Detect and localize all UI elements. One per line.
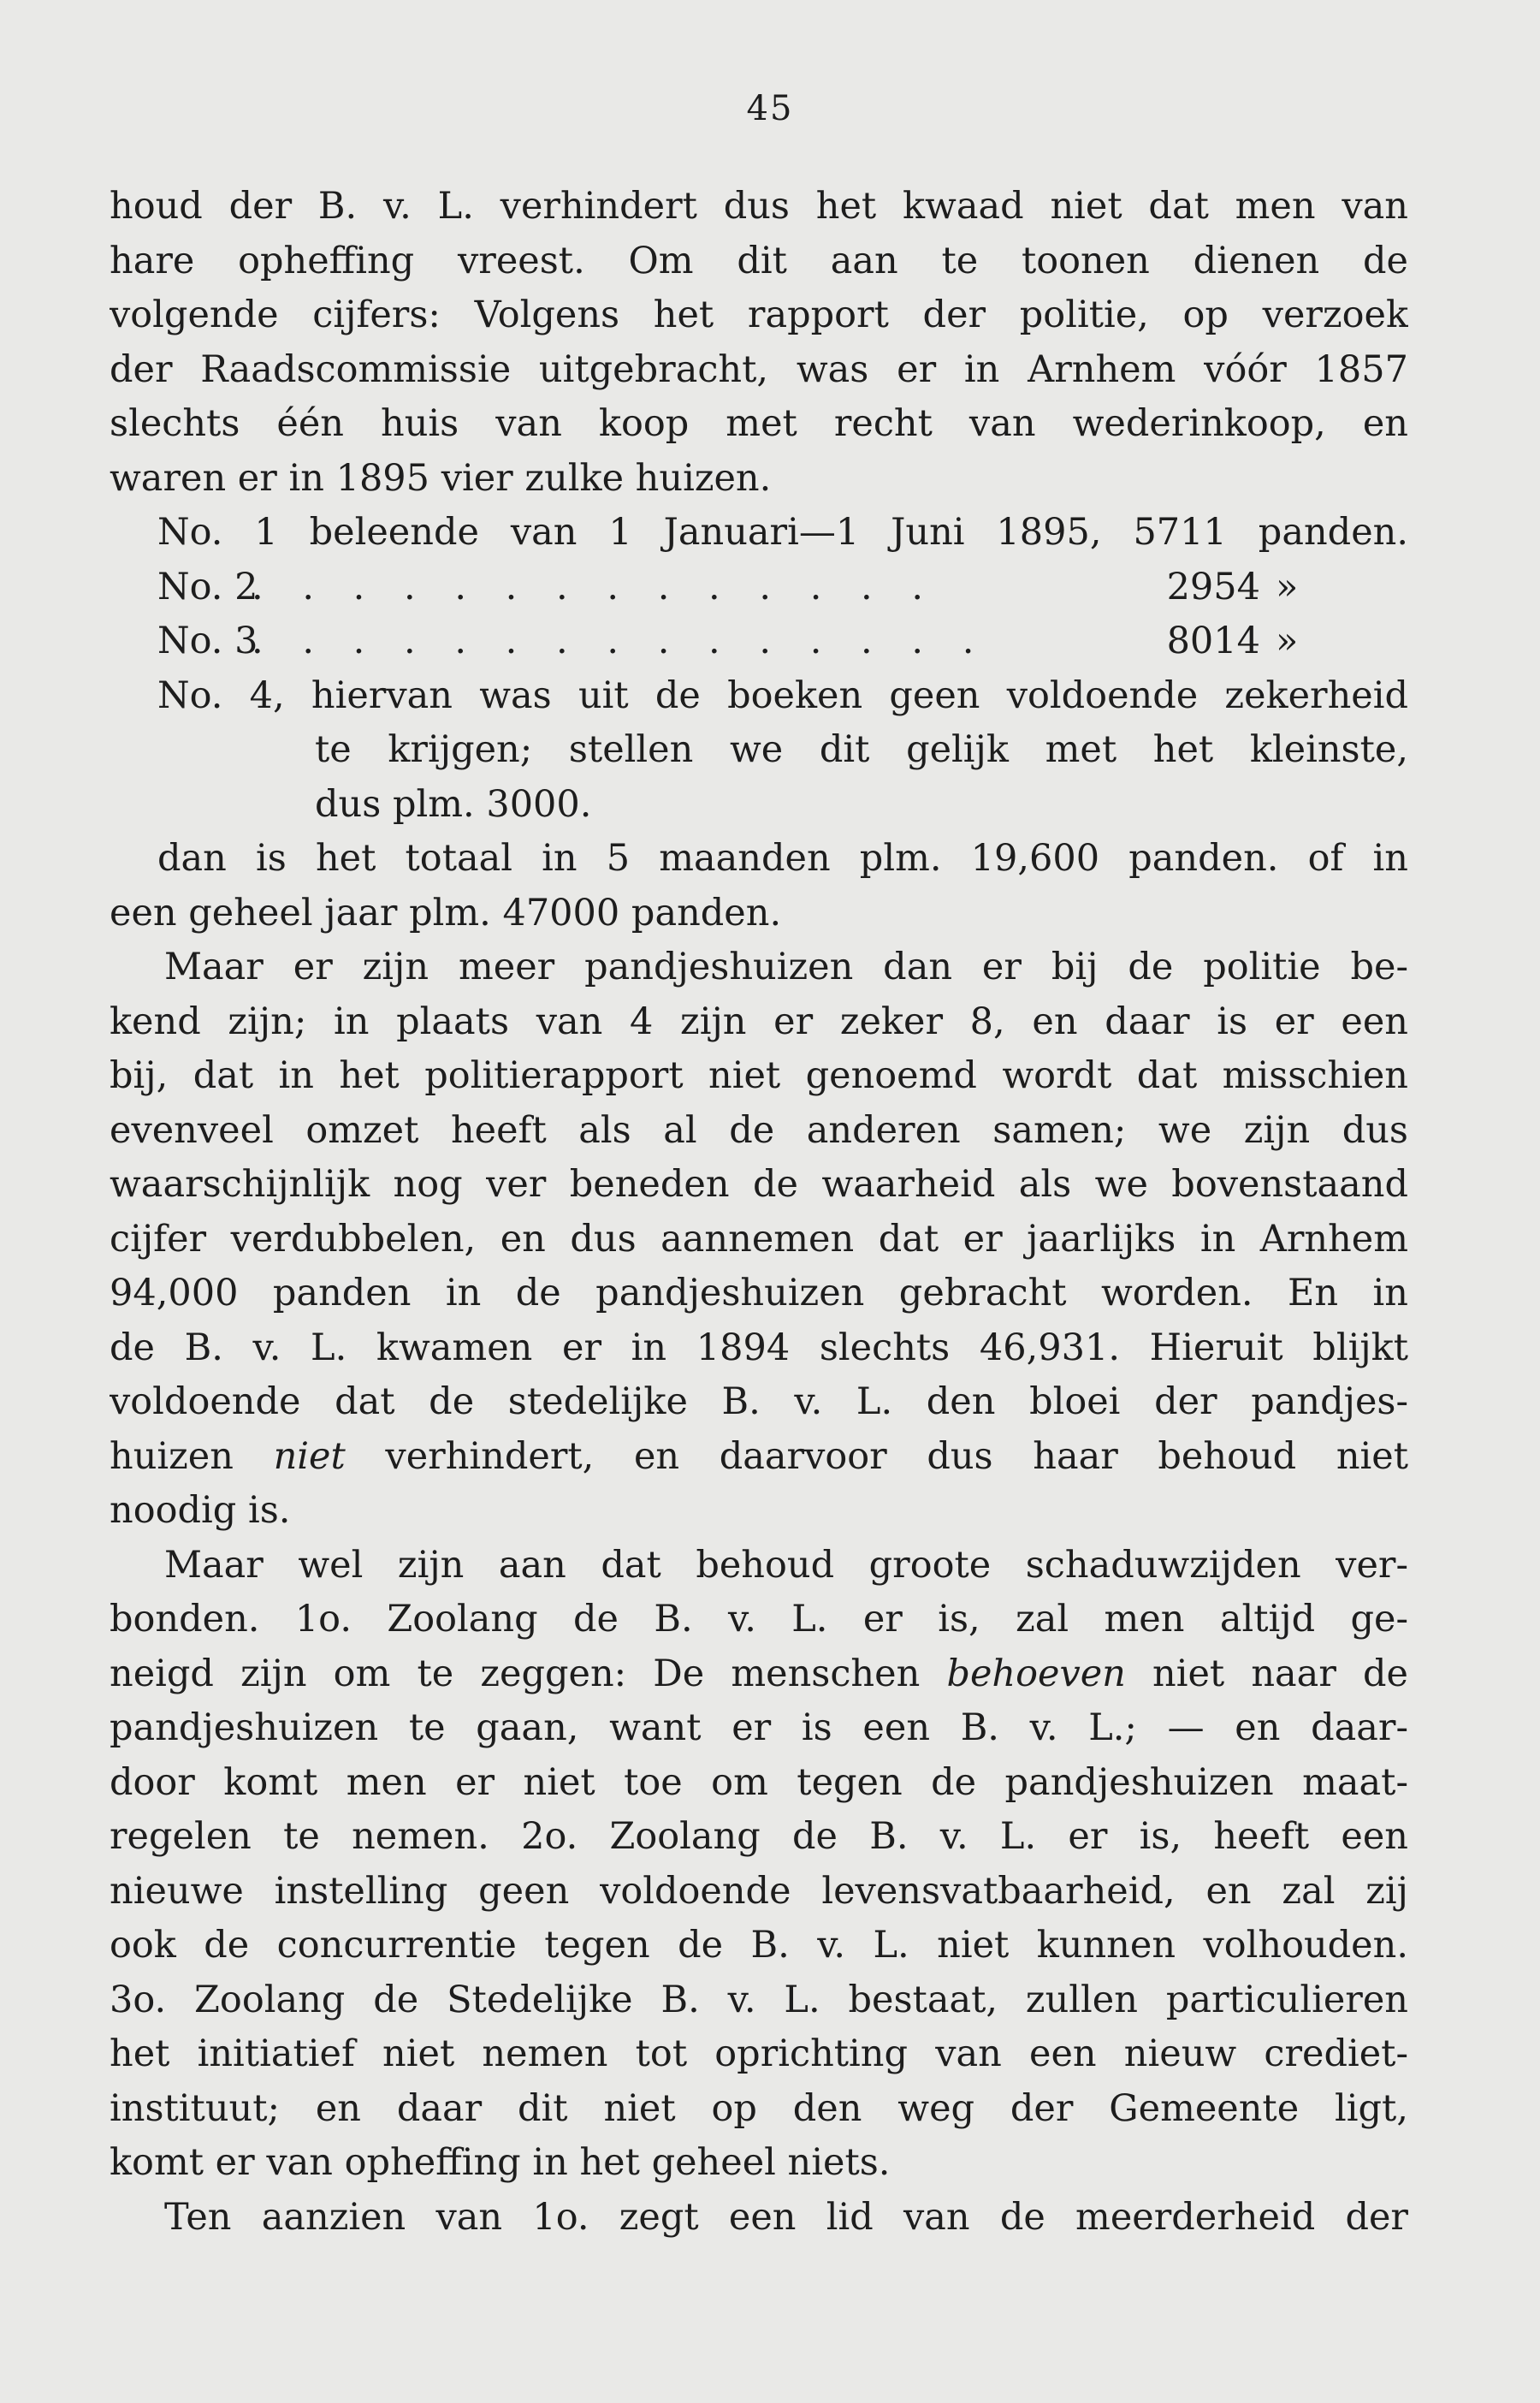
text-line: waren er in 1895 vier zulke huizen. bbox=[110, 456, 772, 500]
text-line: waarschijnlijk nog ver beneden de waarheid als we bovenstaand bbox=[110, 1163, 1408, 1206]
text-line: regelen te nemen. 2o. Zoolang de B. v. L. er is, heeft een bbox=[110, 1815, 1408, 1858]
text-segment: verhindert, en daarvoor dus haar behoud niet bbox=[385, 1434, 1408, 1478]
dot-leader: . . . . . . . . . . . . . . . bbox=[252, 620, 988, 662]
text-line: noodig is. bbox=[110, 1489, 291, 1532]
text-line: ook de concurrentie tegen de B. v. L. niet kunnen volhouden. bbox=[110, 1924, 1408, 1967]
text-line: volgende cijfers: Volgens het rapport der politie, op verzoek bbox=[110, 294, 1408, 336]
text-line: hare opheffing vreest. Om dit aan te toonen dienen de bbox=[110, 239, 1408, 282]
text-line: slechts één huis van koop met recht van wederinkoop, en bbox=[110, 402, 1408, 445]
text-line: Ten aanzien van 1o. zegt een lid van de meerderheid der bbox=[164, 2195, 1408, 2239]
text-line: cijfer verdubbelen, en dus aannemen dat er jaarlijks in Arnhem bbox=[110, 1217, 1408, 1261]
row-label: No. 2 bbox=[157, 565, 258, 608]
text-line: Maar er zijn meer pandjeshuizen dan er bij de politie be- bbox=[164, 946, 1408, 988]
text-line: der Raadscommissie uitgebracht, was er in Arnhem vóór 1857 bbox=[110, 347, 1408, 391]
text-line bbox=[110, 1647, 1408, 1702]
text-line: nieuwe instelling geen voldoende levensvatbaarheid, en zal zij bbox=[110, 1869, 1408, 1913]
list-row-2 bbox=[110, 561, 1408, 615]
text-line: 3o. Zoolang de Stedelijke B. v. L. bestaat, zullen particulieren bbox=[110, 1978, 1408, 2021]
list-row-3 bbox=[110, 614, 1408, 669]
text-line: de B. v. L. kwamen er in 1894 slechts 46,931. Hieruit blijkt bbox=[110, 1326, 1408, 1369]
text-line: bij, dat in het politierapport niet genoemd wordt dat misschien bbox=[110, 1054, 1408, 1097]
row-value: 2954 bbox=[1166, 565, 1260, 608]
text-line: te krijgen; stellen we dit gelijk met het kleinste, bbox=[315, 728, 1408, 771]
page-number: 45 bbox=[746, 89, 794, 128]
row-value: 8014 bbox=[1166, 620, 1260, 662]
text-line: instituut; en daar dit niet op den weg der Gemeente ligt, bbox=[110, 2086, 1408, 2130]
text-line: dus plm. 3000. bbox=[315, 782, 592, 826]
body-text bbox=[110, 180, 1408, 2245]
ditto-mark: » bbox=[1276, 620, 1299, 662]
italic-word: niet bbox=[273, 1434, 346, 1478]
text-line: voldoende dat de stedelijke B. v. L. den bloei der pandjes- bbox=[110, 1380, 1408, 1423]
text-line: een geheel jaar plm. 47000 panden. bbox=[110, 891, 782, 934]
text-line: pandjeshuizen te gaan, want er is een B. v. L.; — en daar- bbox=[110, 1706, 1408, 1749]
text-segment: niet naar de bbox=[1152, 1652, 1408, 1695]
row-label: No. 3 bbox=[157, 620, 258, 662]
ditto-mark: » bbox=[1276, 565, 1299, 608]
text-line: komt er van opheffing in het geheel niets. bbox=[110, 2141, 891, 2184]
text-line: 94,000 panden in de pandjeshuizen gebracht worden. En in bbox=[110, 1272, 1408, 1314]
list-row-4: No. 4, hiervan was uit de boeken geen voldoende zekerheid bbox=[157, 673, 1408, 717]
text-line: door komt men er niet toe om tegen de pandjeshuizen maat- bbox=[110, 1760, 1408, 1804]
text-line bbox=[110, 1430, 1408, 1485]
text-line: kend zijn; in plaats van 4 zijn er zeker 8, en daar is er een bbox=[110, 1000, 1408, 1043]
dot-leader: . . . . . . . . . . . . . . bbox=[252, 565, 938, 608]
text-line: Maar wel zijn aan dat behoud groote schaduwzijden ver- bbox=[164, 1543, 1408, 1587]
text-segment: neigd zijn om te zeggen: De menschen bbox=[110, 1652, 921, 1695]
text-line: het initiatief niet nemen tot oprichting van een nieuw crediet- bbox=[110, 2032, 1408, 2075]
italic-word: behoeven bbox=[946, 1652, 1126, 1695]
text-line: houd der B. v. L. verhindert dus het kwaad niet dat men van bbox=[110, 185, 1408, 228]
text-line: dan is het totaal in 5 maanden plm. 19,600 panden. of in bbox=[157, 837, 1408, 880]
list-row-1: No. 1 beleende van 1 Januari—1 Juni 1895, 5711 panden. bbox=[157, 511, 1408, 554]
text-segment: huizen bbox=[110, 1434, 234, 1478]
text-line: bonden. 1o. Zoolang de B. v. L. er is, zal men altijd ge- bbox=[110, 1598, 1408, 1641]
text-line: evenveel omzet heeft als al de anderen samen; we zijn dus bbox=[110, 1108, 1408, 1152]
